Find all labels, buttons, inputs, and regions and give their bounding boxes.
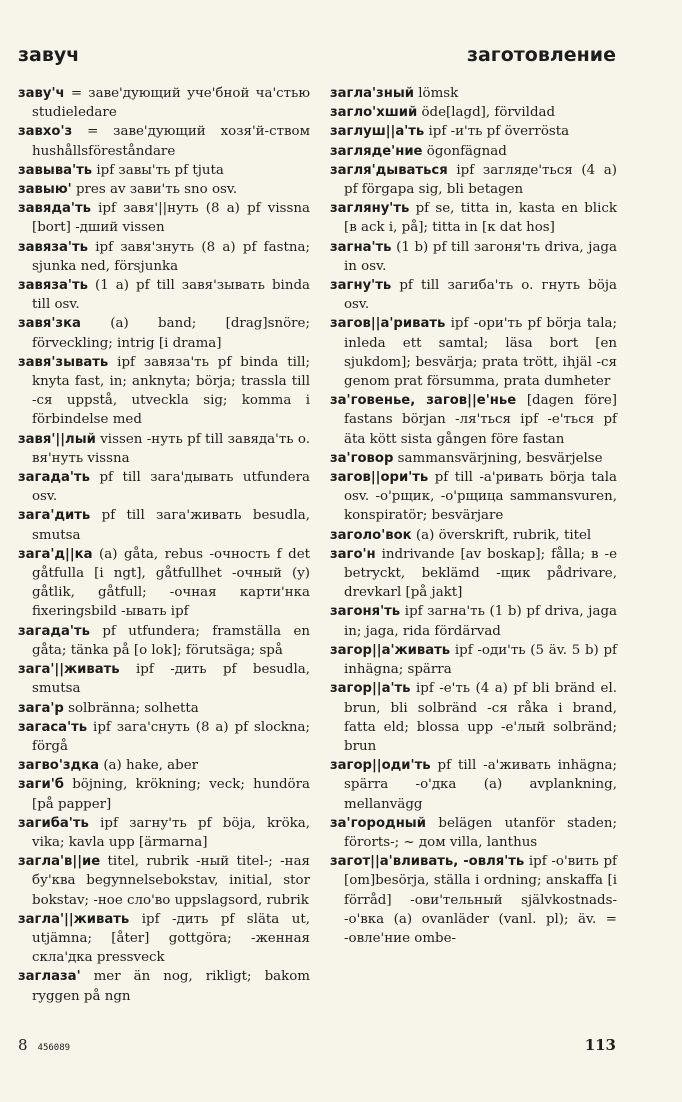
dictionary-entry	[18, 353, 310, 430]
entry-definition: pf till -а'живать inhägna; spärra -о'дка (a) avplankning, mellanvägg	[344, 758, 617, 812]
entry-definition: ipf загляде'ться (4 a) pf förgapa sig, bli betagen	[344, 162, 617, 198]
dictionary-entry	[330, 756, 617, 814]
entry-definition: ipf загна'ть (1 b) pf driva, jaga in; jaga, rida fördärvad	[344, 604, 617, 639]
left-column	[18, 84, 310, 1006]
dictionary-entry	[330, 84, 617, 103]
dictionary-entry	[18, 699, 310, 718]
dictionary-entry	[18, 660, 310, 698]
dictionary-entry	[18, 545, 310, 622]
dictionary-entry	[330, 314, 617, 391]
dictionary-entry	[18, 276, 310, 314]
entry-headword: завя'зывать	[18, 354, 109, 370]
entry-headword: загла'зный	[330, 86, 414, 101]
signature-mark	[18, 1036, 70, 1054]
entry-headword: завя'||лый	[18, 431, 96, 447]
dictionary-entry	[18, 314, 310, 352]
dictionary-entry	[18, 161, 310, 180]
entry-headword: заглаза'	[18, 969, 81, 985]
dictionary-entry	[330, 852, 617, 948]
entry-headword: загов||а'ривать	[330, 316, 446, 332]
entry-headword: загот||а'вливать, -овля'ть	[330, 854, 525, 870]
running-header	[18, 44, 616, 70]
entry-definition: pf till -а'ривать börja tala osv. -о'рщик, -о'рщица sammansvuren, konspiratör; besvärjare	[344, 470, 617, 524]
dictionary-entry	[18, 814, 310, 852]
dictionary-entry	[330, 391, 617, 449]
entry-headword: загляну'ть	[330, 201, 410, 217]
entry-headword: загну'ть	[330, 278, 392, 294]
entry-headword: заву'ч	[18, 86, 65, 101]
entry-definition: [dagen före] fastans början -ля'ться ipf -е'ться pf äta kött sista gången före fastan	[344, 393, 617, 447]
entry-headword: завяза'ть	[18, 239, 88, 255]
dictionary-entry	[18, 180, 310, 199]
entry-definition: belägen utanför staden; förorts-; ~ дом villa, lanthus	[344, 815, 617, 850]
entry-headword: зага'дить	[18, 508, 91, 524]
dictionary-entry	[18, 775, 310, 813]
entry-definition: ipf завы'ть pf tjuta	[92, 162, 224, 178]
entry-definition: ipf -о'вить pf [om]besörja, ställa i ordning; anskaffa [i förråd] -ови'тельный självkostnads- -о'вка (a) ovanläder (vanl. pl); äv. = -овле'ние ombe-	[344, 854, 617, 946]
dictionary-entry	[18, 84, 310, 122]
entry-definition: ipf -е'ть (4 a) pf bli bränd el. brun, bli solbränd -ся råka i brand, fatta eld; blossa upp -е'лый solbränd; brun	[344, 681, 617, 754]
right-column	[330, 84, 617, 948]
entry-headword: загада'ть	[18, 623, 90, 639]
entry-headword: загор||оди'ть	[330, 758, 431, 774]
entry-definition: ipf -и'ть pf överrösta	[424, 124, 570, 140]
entry-definition: = заве'дующий уче'бной ча'стью studieledare	[32, 86, 310, 121]
signature-number: 8	[18, 1036, 28, 1054]
entry-definition: ipf загну'ть pf böja, kröka, vika; kavla upp [ärmarna]	[32, 815, 310, 850]
entry-headword: загна'ть	[330, 239, 392, 255]
dictionary-entry	[330, 238, 617, 276]
dictionary-entry	[330, 161, 617, 199]
dictionary-entry	[18, 430, 310, 468]
entry-definition: pf till зага'дывать utfundera osv.	[32, 470, 310, 505]
entry-definition: (1 a) pf till завя'зывать binda till osv.	[32, 278, 310, 313]
entry-headword: заго'н	[330, 546, 376, 562]
entry-definition: solbränna; solhetta	[63, 700, 199, 716]
entry-headword: загов||ори'ть	[330, 470, 429, 486]
entry-headword: заглуш||а'ть	[330, 124, 425, 140]
entry-definition: pres av зави'ть sno osv.	[71, 182, 238, 198]
entry-definition: indrivande [av boskap]; fålla; в -е betryckt, beklämd -щик pådrivare, drevkarl [på jakt]	[344, 546, 617, 601]
entry-headword: зага'р	[18, 700, 64, 716]
entry-headword: загла'в||ие	[18, 854, 101, 870]
dictionary-entry	[18, 622, 310, 660]
dictionary-entry	[18, 506, 310, 544]
entry-definition: ipf завя'знуть (8 a) pf fastna; sjunka ned, försjunka	[32, 239, 310, 274]
entry-definition: (a) hake, aber	[99, 758, 199, 774]
entry-definition: = заве'дующий хозя'й-ством hushållsföreståndare	[32, 124, 310, 159]
dictionary-entry	[330, 641, 617, 679]
entry-definition: ipf -оди'ть (5 äv. 5 b) pf inhägna; spärra	[344, 642, 617, 678]
entry-definition: (a) band; [drag]snöre; förveckling; intrig [i drama]	[32, 316, 310, 351]
entry-headword: за'городный	[330, 815, 426, 831]
dictionary-entry	[18, 238, 310, 276]
dictionary-entry	[330, 468, 617, 526]
entry-headword: за'говенье, загов||е'нье	[330, 393, 517, 409]
entry-headword: завыва'ть	[18, 162, 93, 178]
entry-definition: lömsk	[414, 86, 459, 101]
dictionary-entry	[330, 679, 617, 756]
entry-definition: pf se, titta in, kasta en blick [в ack i, på]; titta in [к dat hos]	[344, 201, 617, 236]
entry-definition: pf till зага'живать besudla, smutsa	[32, 508, 310, 543]
entry-definition: vissen -нуть pf till завяда'ть o. вя'нуть vissna	[32, 431, 310, 466]
entry-definition: mer än nog, rikligt; bakom ryggen på ngn	[32, 969, 310, 1004]
dictionary-entry	[330, 449, 617, 468]
entry-headword: загиба'ть	[18, 815, 89, 831]
header-first-word: завуч	[18, 44, 80, 66]
entry-definition: (a) gåta, rebus -очность f det gåtfulla [i ngt], gåtfullhet -очный (y) gåtlik, gåtfull; -очная карти'нка fixeringsbild -ывать ipf	[32, 546, 310, 620]
entry-definition: pf utfundera; framställa en gåta; tänka på [o lok]; förutsäga; spå	[32, 623, 310, 658]
entry-definition: ipf -ори'ть pf börja tala; inleda ett samtal; läsa bort [en sjukdom]; besvärja; prata trött, ihjäl -ся genom prat försumma, prata dumheter	[344, 316, 617, 390]
entry-headword: завыю'	[18, 182, 72, 198]
entry-headword: зага'||живать	[18, 662, 120, 678]
entry-definition: öde[lagd], förvildad	[417, 105, 556, 121]
entry-definition: (1 b) pf till загоня'ть driva, jaga in osv.	[344, 239, 617, 274]
entry-definition: (a) överskrift, rubrik, titel	[411, 527, 592, 543]
entry-headword: загор||а'живать	[330, 642, 451, 658]
dictionary-entry	[330, 276, 617, 314]
entry-headword: загор||а'ть	[330, 681, 411, 697]
page-footer	[18, 1036, 616, 1058]
entry-headword: загла'||живать	[18, 911, 130, 927]
entry-definition: ipf зага'снуть (8 a) pf slockna; förgå	[32, 719, 310, 754]
entry-definition: sammansvärjning, besvärjelse	[393, 450, 603, 466]
dictionary-entry	[18, 756, 310, 775]
entry-headword: за'говор	[330, 450, 394, 466]
print-code: 456089	[37, 1043, 71, 1053]
entry-definition: böjning, krökning; veck; hundöra [på papper]	[32, 777, 310, 812]
dictionary-entry	[330, 814, 617, 852]
entry-headword: зага'д||ка	[18, 546, 93, 562]
entry-headword: завяда'ть	[18, 201, 91, 217]
entry-definition: ipf -дить pf besudla, smutsa	[32, 662, 310, 697]
entry-headword: загаса'ть	[18, 719, 88, 735]
dictionary-entry	[18, 122, 310, 160]
entry-headword: завяза'ть	[18, 278, 88, 294]
entry-headword: загля'дываться	[330, 162, 448, 178]
entry-definition: ipf завяза'ть pf binda till; knyta fast, in; anknyta; börja; trassla till -ся uppstå, utveckla sig; komma i förbindelse med	[32, 354, 310, 428]
entry-definition: pf till загиба'ть o. гнуть böja osv.	[344, 278, 617, 313]
dictionary-entry	[330, 103, 617, 122]
dictionary-entry	[330, 142, 617, 161]
entry-definition: ipf -дить pf släta ut, utjämna; [åter] gottgöra; -женная скла'дка pressveck	[32, 911, 310, 966]
dictionary-entry	[330, 602, 617, 640]
entry-definition: ögonfägnad	[422, 143, 507, 159]
entry-headword: заги'б	[18, 777, 64, 793]
entry-headword: загляде'ние	[330, 143, 423, 159]
dictionary-entry	[330, 122, 617, 141]
dictionary-entry	[330, 545, 617, 603]
dictionary-entry	[18, 468, 310, 506]
dictionary-entry	[18, 199, 310, 237]
entry-headword: загоня'ть	[330, 604, 401, 620]
entry-definition: titel, rubrik -ный titel-; -ная бу'ква begynnelsebokstav, initial, stor bokstav; -ное сло'во uppslagsord, rubrik	[32, 854, 310, 908]
entry-headword: загво'здка	[18, 758, 100, 774]
header-last-word: заготовление	[466, 44, 616, 66]
dictionary-entry	[18, 852, 310, 910]
entry-headword: загло'хший	[330, 105, 418, 121]
entry-headword: завхо'з	[18, 124, 73, 140]
entry-headword: заголо'вок	[330, 527, 412, 543]
entry-definition: ipf завя'||нуть (8 a) pf vissna [bort] -дший vissen	[32, 201, 310, 236]
dictionary-entry	[18, 910, 310, 968]
dictionary-entry	[330, 526, 617, 545]
dictionary-entry	[18, 718, 310, 756]
page-number: 113	[584, 1036, 616, 1054]
entry-headword: завя'зка	[18, 316, 81, 332]
dictionary-entry	[18, 967, 310, 1005]
dictionary-entry	[330, 199, 617, 237]
entry-headword: загада'ть	[18, 470, 90, 486]
